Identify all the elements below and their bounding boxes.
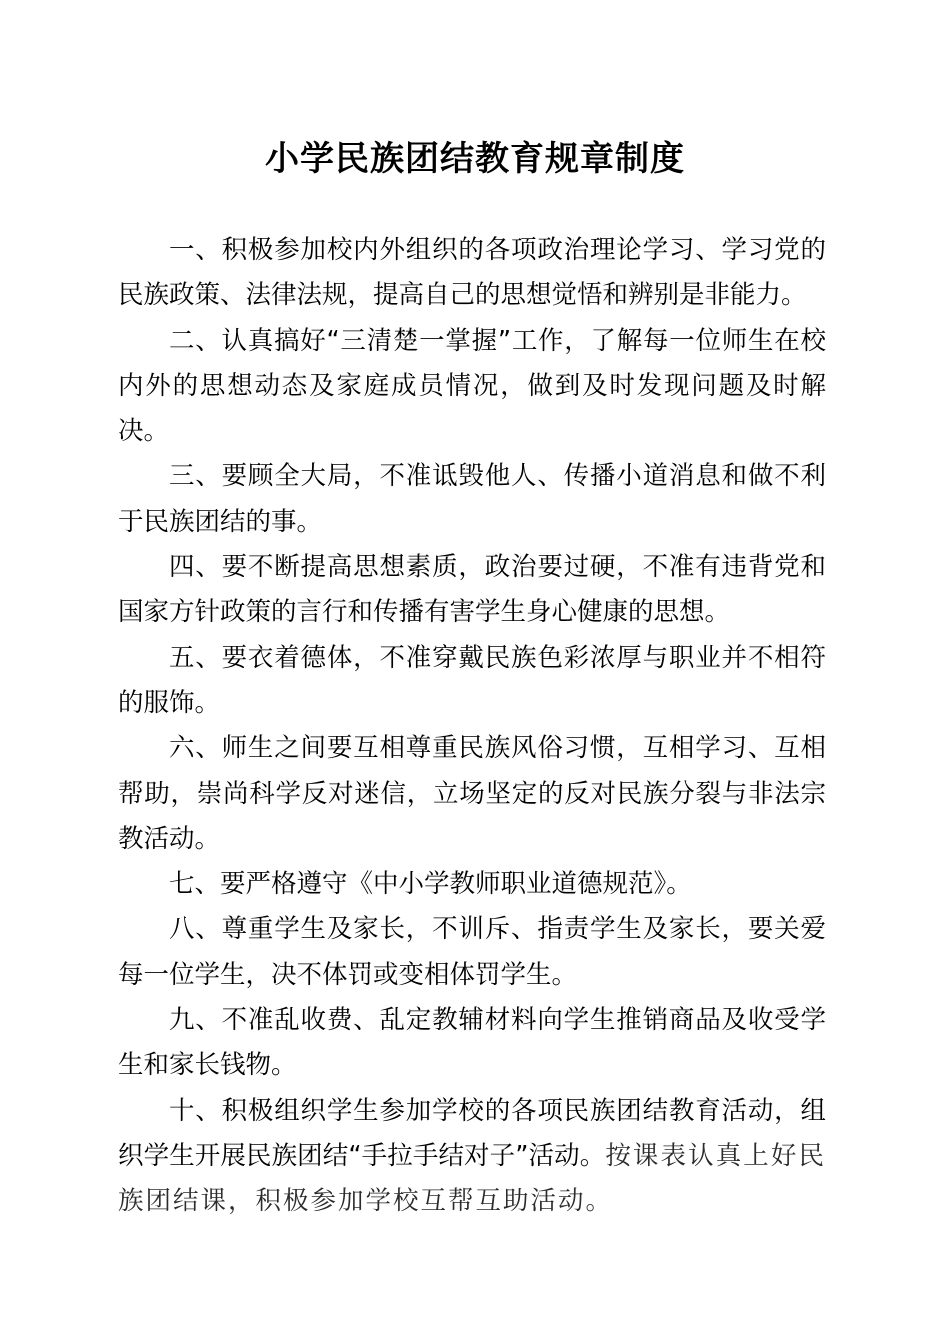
document-body bbox=[118, 228, 826, 1225]
paragraph-5: 五、要衣着德体，不准穿戴民族色彩浓厚与职业并不相符的服饰。 bbox=[118, 642, 826, 718]
paragraph-2: 二、认真搞好“三清楚一掌握”工作，了解每一位师生在校内外的思想动态及家庭成员情况，做到及时发现问题及时解决。 bbox=[118, 325, 826, 447]
paragraph-10-tail: 按课表认真上好民族团结课，积极参加学校互帮互助活动。 bbox=[118, 1140, 826, 1217]
paragraph-9: 九、不准乱收费、乱定教辅材料向学生推销商品及收受学生和家长钱物。 bbox=[118, 1005, 826, 1081]
paragraph-8: 八、尊重学生及家长，不训斥、指责学生及家长，要关爱每一位学生，决不体罚或变相体罚学生。 bbox=[118, 914, 826, 990]
document-title: 小学民族团结教育规章制度 bbox=[265, 139, 685, 179]
paragraph-4: 四、要不断提高思想素质，政治要过硬，不准有违背党和国家方针政策的言行和传播有害学生身心健康的思想。 bbox=[118, 552, 826, 628]
paragraph-10-main: 十、积极组织学生参加学校的各项民族团结教育活动，组织学生开展民族团结“手拉手结对子”活动。 bbox=[118, 1095, 826, 1171]
paragraph-10 bbox=[118, 1089, 826, 1225]
paragraph-7: 七、要严格遵守《中小学教师职业道德规范》。 bbox=[169, 869, 692, 900]
paragraph-1: 一、积极参加校内外组织的各项政治理论学习、学习党的民族政策、法律法规，提高自己的思想觉悟和辨别是非能力。 bbox=[118, 235, 826, 311]
paragraph-3: 三、要顾全大局，不准诋毁他人、传播小道消息和做不利于民族团结的事。 bbox=[118, 461, 826, 537]
paragraph-6: 六、师生之间要互相尊重民族风俗习惯，互相学习、互相帮助，崇尚科学反对迷信，立场坚定的反对民族分裂与非法宗教活动。 bbox=[118, 733, 826, 854]
